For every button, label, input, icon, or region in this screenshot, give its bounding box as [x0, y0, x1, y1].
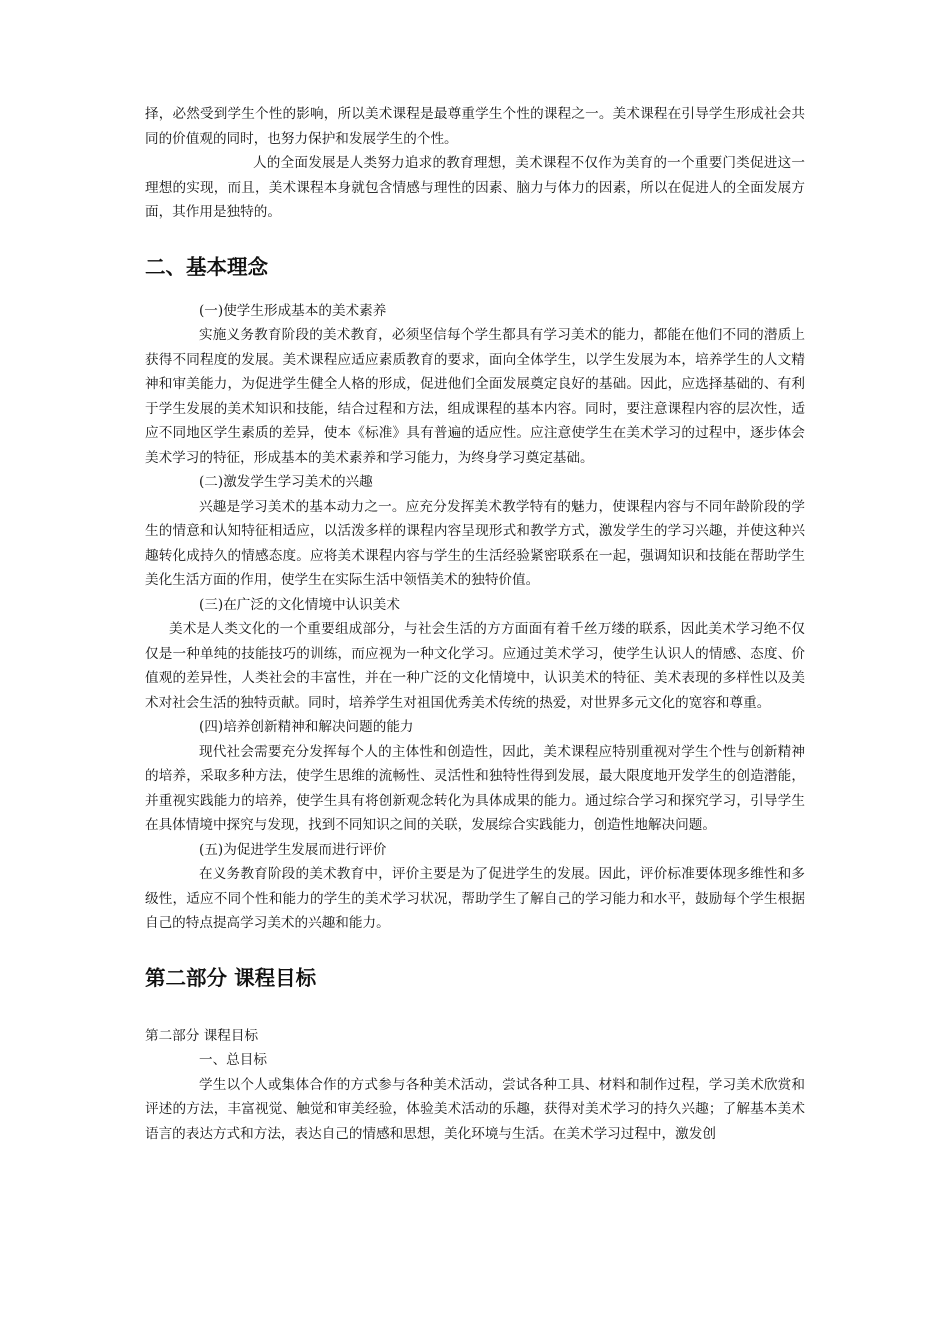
section-heading-basic-concepts: 二、基本理念	[145, 254, 268, 279]
item-body-1: 实施义务教育阶段的美术教育，必须坚信每个学生都具有学习美术的能力，都能在他们不同的潜质上获得不同程度的发展。美术课程应适应素质教育的要求，面向全体学生，以学生发展为本，培养学生的人文精神和审美能力，为促进学生健全人格的形成，促进他们全面发展奠定良好的基础。因此，应选择基础的、有利于学生发展的美术知识和技能，结合过程和方法，组成课程的基本内容。同时，要注意课程内容的层次性，适应不同地区学生素质的差异，使本《标准》具有普遍的适应性。应注意使学生在美术学习的过程中，逐步体会美术学习的特征，形成基本的美术素养和学习能力，为终身学习奠定基础。	[145, 327, 805, 466]
part-plain-title: 第二部分 课程目标	[145, 1027, 259, 1044]
item-body-4: 现代社会需要充分发挥每个人的主体性和创造性，因此，美术课程应特别重视对学生个性与创新精神的培养，采取多种方法，使学生思维的流畅性、灵活性和独特性得到发展，最大限度地开发学生的创造潜能，并重视实践能力的培养，使学生具有将创新观念转化为具体成果的能力。通过综合学习和探究学习，引导学生在具体情境中探究与发现，找到不同知识之间的关联，发展综合实践能力，创造性地解决问题。	[145, 743, 805, 833]
intro-paragraph-2: 人的全面发展是人类努力追求的教育理想，美术课程不仅作为美育的一个重要门类促进这一理想的实现，而且，美术课程本身就包含情感与理性的因素、脑力与体力的因素，所以在促进人的全面发展方面，其作用是独特的。	[145, 155, 805, 220]
item-title-1: (一)使学生形成基本的美术素养	[199, 302, 387, 319]
overall-goal-title: 一、总目标	[199, 1052, 267, 1068]
item-title-3: (三)在广泛的文化情境中认识美术	[199, 596, 400, 613]
part-heading-course-goals: 第二部分 课程目标	[145, 965, 317, 990]
item-body-5: 在义务教育阶段的美术教育中，评价主要是为了促进学生的发展。因此，评价标准要体现多维性和多级性，适应不同个性和能力的学生的美术学习状况，帮助学生了解自己的学习能力和水平，鼓励每个学生根据自己的特点提高学习美术的兴趣和能力。	[145, 866, 805, 931]
item-title-5: (五)为促进学生发展而进行评价	[199, 841, 387, 858]
item-title-4: (四)培养创新精神和解决问题的能力	[199, 719, 414, 735]
overall-goal-body: 学生以个人或集体合作的方式参与各种美术活动，尝试各种工具、材料和制作过程，学习美术欣赏和评述的方法，丰富视觉、触觉和审美经验，体验美术活动的乐趣，获得对美术学习的持久兴趣；了解基本美术语言的表达方式和方法，表达自己的情感和思想，美化环境与生活。在美术学习过程中，激发创	[145, 1076, 805, 1142]
item-body-2: 兴趣是学习美术的基本动力之一。应充分发挥美术教学特有的魅力，使课程内容与不同年龄阶段的学生的情意和认知特征相适应，以活泼多样的课程内容呈现形式和教学方式，激发学生的学习兴趣，并使这种兴趣转化成持久的情感态度。应将美术课程内容与学生的生活经验紧密联系在一起，强调知识和技能在帮助学生美化生活方面的作用，使学生在实际生活中领悟美术的独特价值。	[145, 498, 805, 588]
intro-paragraph-1: 择，必然受到学生个性的影响，所以美术课程是最尊重学生个性的课程之一。美术课程在引导学生形成社会共同的价值观的同时，也努力保护和发展学生的个性。	[145, 106, 805, 147]
item-title-2: (二)激发学生学习美术的兴趣	[199, 474, 373, 490]
document-page	[145, 102, 805, 1146]
item-body-3: 美术是人类文化的一个重要组成部分，与社会生活的方方面面有着千丝万缕的联系，因此美术学习绝不仅仅是一种单纯的技能技巧的训练，而应视为一种文化学习。应通过美术学习，使学生认识人的情感、态度、价值观的差异性，人类社会的丰富性，并在一种广泛的文化情境中，认识美术的特征、美术表现的多样性以及美术对社会生活的独特贡献。同时，培养学生对祖国优秀美术传统的热爱，对世界多元文化的宽容和尊重。	[145, 621, 805, 711]
